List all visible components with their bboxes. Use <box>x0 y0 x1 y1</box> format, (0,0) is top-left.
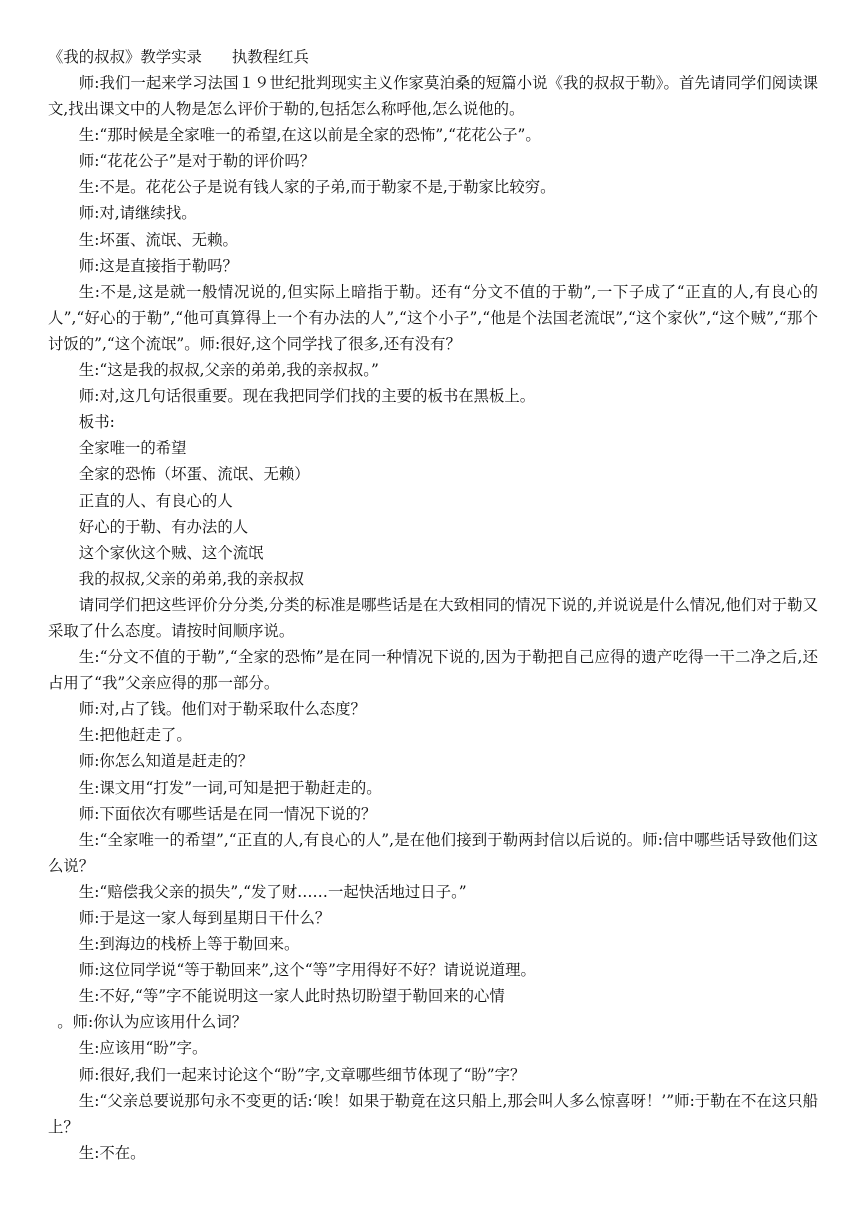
paragraph: 生:“全家唯一的希望”,“正直的人,有良心的人”,是在他们接到于勒两封信以后说的。师:信中哪些话导致他们这么说？ <box>48 830 818 875</box>
document-body <box>48 70 818 1166</box>
board-line: 我的叔叔,父亲的弟弟,我的亲叔叔 <box>78 569 305 588</box>
document-title-line <box>48 44 309 70</box>
paragraph: 师:对,请继续找。 <box>78 204 197 223</box>
paragraph: 师:对,占了钱。他们对于勒采取什么态度？ <box>78 700 366 719</box>
board-line: 这个家伙这个贼、这个流氓 <box>78 543 264 562</box>
paragraph: 生:不是,这是就一般情况说的,但实际上暗指于勒。还有“分文不值的于勒”,一下子成了“正直的人,有良心的人”,“好心的于勒”,“他可真算得上一个有办法的人”,“这个小子”,“他是个法国老流氓”,“这个家伙”,“这个贼”,“那个讨饭的”,“这个流氓”。师:很好,这个同学找了很多,还有没有？ <box>48 282 818 353</box>
paragraph: 生:不是。花花公子是说有钱人家的子弟,而于勒家不是,于勒家比较穷。 <box>78 178 556 197</box>
paragraph: 师:很好,我们一起来讨论这个“盼”字,文章哪些细节体现了“盼”字？ <box>78 1065 526 1084</box>
paragraph: 师:你怎么知道是赶走的？ <box>78 752 254 771</box>
paragraph: 师:“花花公子”是对于勒的评价吗？ <box>78 152 316 171</box>
paragraph: 生:课文用“打发”一词,可知是把于勒赶走的。 <box>78 778 382 797</box>
paragraph: 生:应该用“盼”字。 <box>78 1039 208 1058</box>
paragraph: 师:对,这几句话很重要。现在我把同学们找的主要的板书在黑板上。 <box>78 387 536 406</box>
paragraph: 师:这是直接指于勒吗？ <box>78 256 238 275</box>
paragraph: 生:不好,“等”字不能说明这一家人此时热切盼望于勒回来的心情 <box>78 987 505 1006</box>
paragraph: 生:“这是我的叔叔,父亲的弟弟,我的亲叔叔。” <box>78 361 379 380</box>
document-title: 《我的叔叔》教学实录 <box>48 48 202 66</box>
paragraph: 生:“分文不值的于勒”,“全家的恐怖”是在同一种情况下说的,因为于勒把自己应得的遗产吃得一干二净之后,还占用了“我”父亲应得的那一部分。 <box>48 648 818 693</box>
board-line: 全家唯一的希望 <box>78 439 187 458</box>
document-author: 执教程红兵 <box>231 48 309 66</box>
board-line: 正直的人、有良心的人 <box>78 491 233 510</box>
paragraph: 师:我们一起来学习法国１９世纪批判现实主义作家莫泊桑的短篇小说《我的叔叔于勒》。首先请同学们阅读课文,找出课文中的人物是怎么评价于勒的,包括怎么称呼他,怎么说他的。 <box>48 74 818 119</box>
board-line: 全家的恐怖（坏蛋、流氓、无赖） <box>78 465 310 484</box>
paragraph: 生:“父亲总要说那句永不变更的话:‘唉！如果于勒竟在这只船上,那会叫人多么惊喜呀！’”师:于勒在不在这只船上？ <box>48 1091 818 1136</box>
paragraph: 生:“那时候是全家唯一的希望,在这以前是全家的恐怖”,“花花公子”。 <box>78 126 541 145</box>
paragraph: 。师:你认为应该用什么词？ <box>57 1013 248 1032</box>
paragraph: 师:于是这一家人每到星期日干什么？ <box>78 909 331 927</box>
paragraph: 师:下面依次有哪些话是在同一情况下说的？ <box>78 804 377 823</box>
paragraph: 生:到海边的栈桥上等于勒回来。 <box>78 935 300 954</box>
paragraph: 生:“赔偿我父亲的损失”,“发了财……一起快活地过日子。” <box>78 882 467 901</box>
paragraph: 生:不在。 <box>78 1143 146 1162</box>
board-line: 好心的于勒、有办法的人 <box>78 517 249 536</box>
paragraph: 生:把他赶走了。 <box>78 726 192 745</box>
paragraph: 请同学们把这些评价分分类,分类的标准是哪些话是在大致相同的情况下说的,并说说是什么情况,他们对于勒又采取了什么态度。请按时间顺序说。 <box>48 595 818 640</box>
paragraph: 师:这位同学说“等于勒回来”,这个“等”字用得好不好？请说说道理。 <box>78 961 536 980</box>
paragraph-board-heading: 板书: <box>78 413 115 432</box>
paragraph: 生:坏蛋、流氓、无赖。 <box>78 230 238 249</box>
